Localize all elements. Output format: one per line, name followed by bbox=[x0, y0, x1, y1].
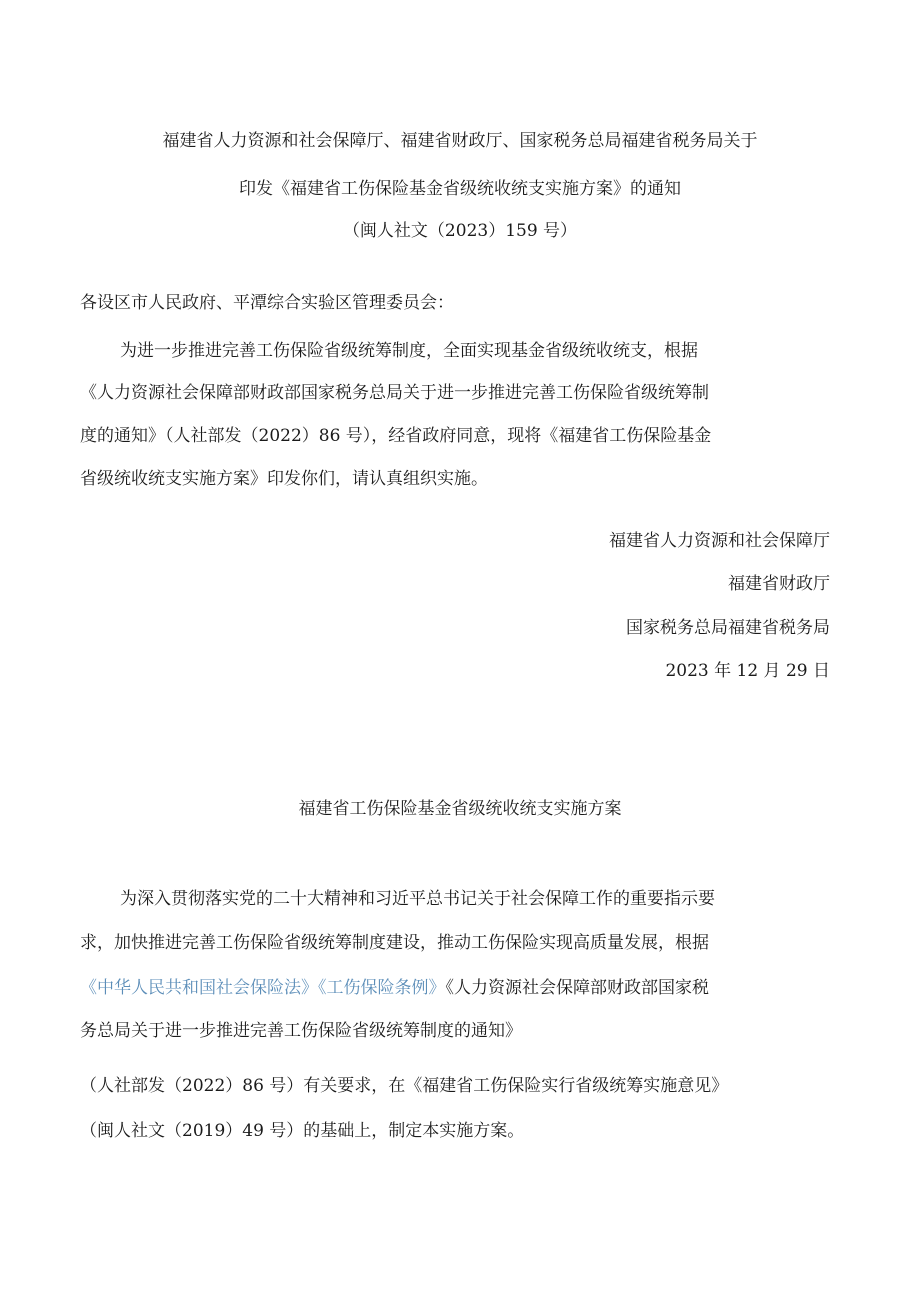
notice-body-line: 度的通知》（人社部发（2022）86 号），经省政府同意，现将《福建省工伤保险基金 bbox=[80, 426, 712, 446]
signature-date: 2023 年 12 月 29 日 bbox=[665, 661, 830, 681]
notice-body-line: 省级统收统支实施方案》印发你们，请认真组织实施。 bbox=[80, 469, 488, 489]
plan-body-line: （人社部发（2022）86 号）有关要求，在《福建省工伤保险实行省级统筹实施意见》 bbox=[80, 1076, 729, 1096]
plan-body-line: 求，加快推进完善工伤保险省级统筹制度建设，推动工伤保险实现高质量发展，根据 bbox=[80, 933, 709, 953]
document-number: （闽人社文（2023）159 号） bbox=[342, 221, 578, 241]
signature-org-tax: 国家税务总局福建省税务局 bbox=[626, 618, 830, 638]
notice-body-line: 《人力资源社会保障部财政部国家税务总局关于进一步推进完善工伤保险省级统筹制 bbox=[80, 383, 709, 403]
plan-title: 福建省工伤保险基金省级统收统支实施方案 bbox=[298, 799, 622, 819]
signature-org-hrss: 福建省人力资源和社会保障厅 bbox=[609, 531, 830, 551]
social-insurance-law-link[interactable]: 《中华人民共和国社会保险法》 bbox=[80, 978, 318, 998]
plan-body-line: 务总局关于进一步推进完善工伤保险省级统筹制度的通知》 bbox=[80, 1021, 522, 1041]
notice-title-line-2: 印发《福建省工伤保险基金省级统收统支实施方案》的通知 bbox=[239, 179, 681, 199]
plan-body-line: 为深入贯彻落实党的二十大精神和习近平总书记关于社会保障工作的重要指示要 bbox=[120, 889, 715, 909]
addressee: 各设区市人民政府、平潭综合实验区管理委员会： bbox=[80, 293, 454, 313]
notice-title-line-1: 福建省人力资源和社会保障厅、福建省财政厅、国家税务总局福建省税务局关于 bbox=[162, 131, 758, 151]
plan-body-line: （闽人社文（2019）49 号）的基础上，制定本实施方案。 bbox=[80, 1121, 525, 1141]
work-injury-regulations-link[interactable]: 《工伤保险条例》 bbox=[318, 978, 446, 998]
signature-org-finance: 福建省财政厅 bbox=[728, 574, 830, 594]
plan-body-text: 《人力资源社会保障部财政部国家税 bbox=[445, 978, 709, 998]
notice-body-line: 为进一步推进完善工伤保险省级统筹制度，全面实现基金省级统收统支，根据 bbox=[120, 341, 698, 361]
plan-body-line-with-links bbox=[80, 977, 709, 999]
